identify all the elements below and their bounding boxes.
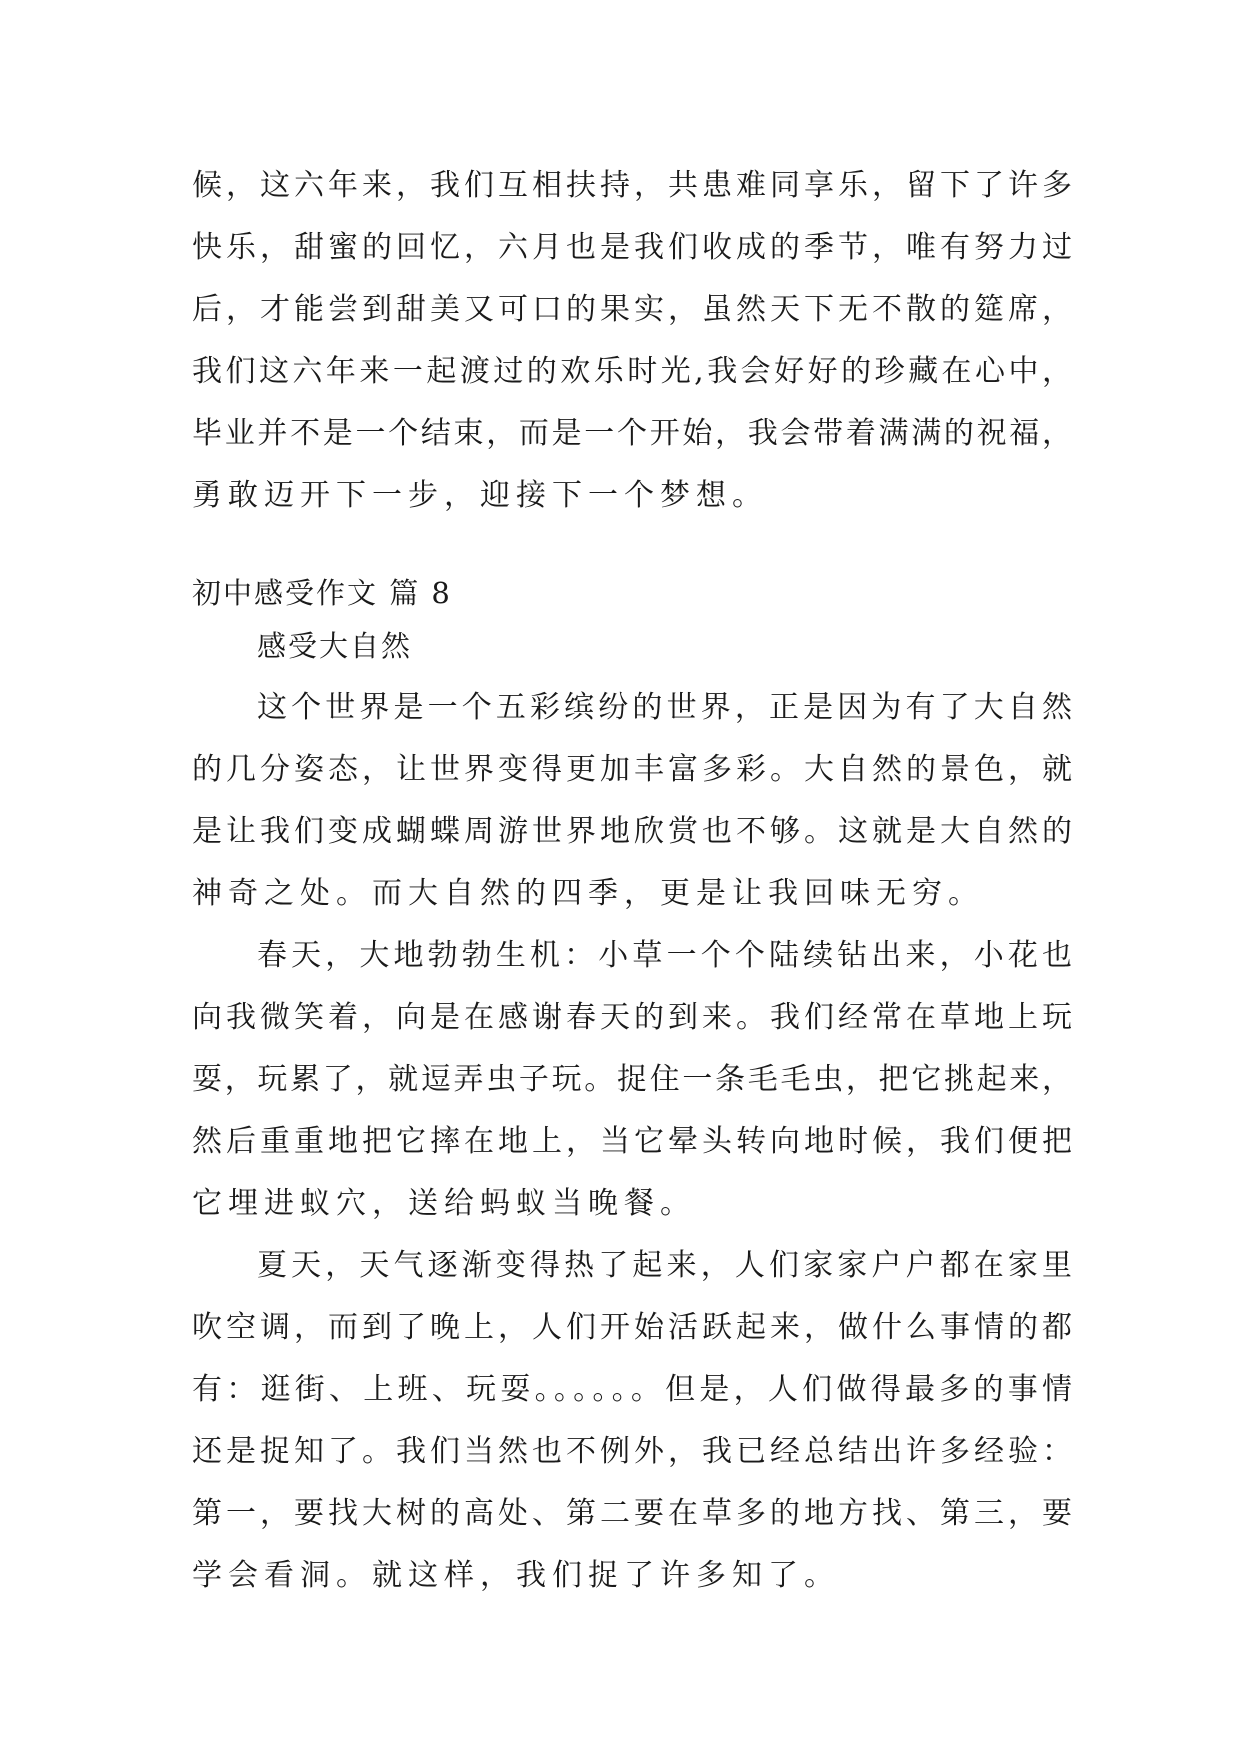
paragraph1-line-4: 神奇之处。而大自然的四季，更是让我回味无穷。 <box>192 876 984 911</box>
intro-line-3: 后，才能尝到甜美又可口的果实，虽然天下无不散的筵席， <box>192 292 1072 327</box>
intro-line-5: 毕业并不是一个结束，而是一个开始，我会带着满满的祝福， <box>192 416 1072 451</box>
intro-line-4: 我们这六年来一起渡过的欢乐时光,我会好好的珍藏在心中， <box>192 354 1072 389</box>
paragraph1-line-1: 这个世界是一个五彩缤纷的世界，正是因为有了大自然 <box>257 690 1072 725</box>
paragraph1-line-3: 是让我们变成蝴蝶周游世界地欣赏也不够。这就是大自然的 <box>192 814 1072 849</box>
paragraph2-line-2: 向我微笑着，向是在感谢春天的到来。我们经常在草地上玩 <box>192 1000 1072 1035</box>
paragraph1-line-2: 的几分姿态，让世界变得更加丰富多彩。大自然的景色，就 <box>192 752 1072 787</box>
section-heading: 初中感受作文 篇 8 <box>192 576 452 610</box>
intro-line-2: 快乐，甜蜜的回忆，六月也是我们收成的季节，唯有努力过 <box>192 230 1072 265</box>
paragraph3-line-3: 有：逛街、上班、玩耍。。。。。。但是，人们做得最多的事情 <box>192 1372 1072 1407</box>
intro-line-6: 勇敢迈开下一步，迎接下一个梦想。 <box>192 478 768 513</box>
paragraph3-line-4: 还是捉知了。我们当然也不例外，我已经总结出许多经验： <box>192 1434 1072 1469</box>
essay-title: 感受大自然 <box>257 629 413 663</box>
paragraph2-line-4: 然后重重地把它摔在地上，当它晕头转向地时候，我们便把 <box>192 1124 1072 1159</box>
paragraph3-line-1: 夏天，天气逐渐变得热了起来，人们家家户户都在家里 <box>257 1248 1072 1283</box>
paragraph3-line-2: 吹空调，而到了晚上，人们开始活跃起来，做什么事情的都 <box>192 1310 1072 1345</box>
intro-line-1: 候，这六年来，我们互相扶持，共患难同享乐，留下了许多 <box>192 168 1072 203</box>
paragraph3-line-5: 第一，要找大树的高处、第二要在草多的地方找、第三，要 <box>192 1496 1072 1531</box>
paragraph2-line-5: 它埋进蚁穴，送给蚂蚁当晚餐。 <box>192 1186 696 1221</box>
paragraph2-line-1: 春天，大地勃勃生机：小草一个个陆续钻出来，小花也 <box>257 938 1072 973</box>
paragraph2-line-3: 耍，玩累了，就逗弄虫子玩。捉住一条毛毛虫，把它挑起来， <box>192 1062 1072 1097</box>
paragraph3-line-6: 学会看洞。就这样，我们捉了许多知了。 <box>192 1558 840 1593</box>
